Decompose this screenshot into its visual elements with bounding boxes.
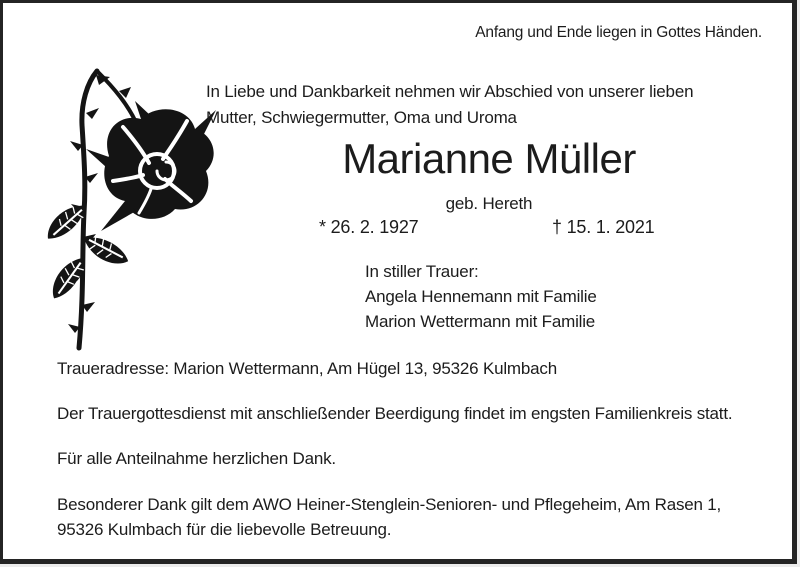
intro-line-1: In Liebe und Dankbarkeit nehmen wir Abschied von unserer lieben — [206, 82, 694, 101]
mourning-block — [365, 259, 597, 334]
mourning-heading: In stiller Trauer: — [365, 262, 479, 281]
special-thanks: Besonderer Dank gilt dem AWO Heiner-Stenglein-Senioren- und Pflegeheim, Am Rasen 1, 95326 Kulmbach für die liebevolle Betreuung. — [57, 495, 722, 539]
thorns — [68, 75, 131, 333]
intro-text — [206, 79, 693, 131]
maiden-name: geb. Hereth — [445, 194, 533, 213]
deceased-name: Marianne Müller — [342, 135, 636, 182]
mourner-line: Angela Hennemann mit Familie — [365, 287, 597, 306]
rose-illustration — [39, 61, 217, 356]
rose-icon — [39, 61, 217, 356]
intro-line-2: Mutter, Schwiegermutter, Oma und Uroma — [206, 108, 517, 127]
epigraph-text: Anfang und Ende liegen in Gottes Händen. — [475, 24, 762, 41]
mourner-line: Marion Wettermann mit Familie — [365, 312, 596, 331]
service-info: Der Trauergottesdienst mit anschließender Beerdigung findet im engsten Familienkreis statt. — [57, 404, 733, 423]
thanks-line: Für alle Anteilnahme herzlichen Dank. — [57, 449, 336, 468]
mourning-address: Traueradresse: Marion Wettermann, Am Hügel 13, 95326 Kulmbach — [57, 359, 557, 378]
birth-date: * 26. 2. 1927 — [319, 217, 419, 237]
death-date: † 15. 1. 2021 — [552, 217, 655, 237]
rose-bloom — [86, 101, 216, 231]
